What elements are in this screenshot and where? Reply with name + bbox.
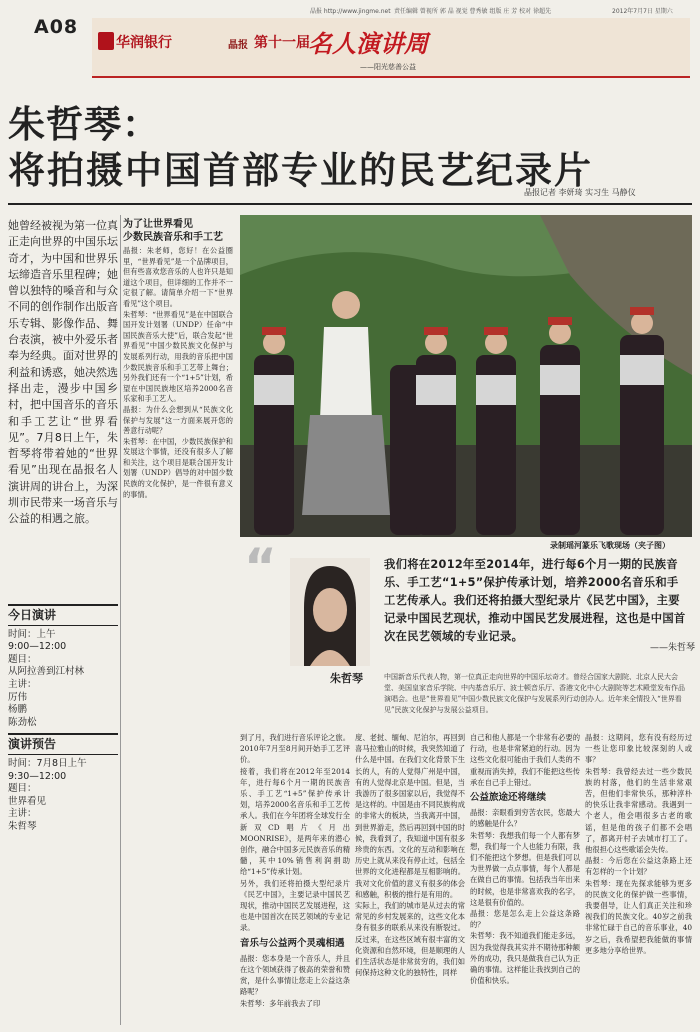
credits: 责任编辑 曾视所 郭 晶 视觉 曹秀敏 组版 庄 芳 校对 徐超先 bbox=[394, 8, 552, 15]
headline-main: 将拍摄中国首部专业的民艺纪录片 bbox=[8, 149, 593, 192]
event-banner bbox=[92, 18, 690, 78]
pull-quote: 我们将在2012年至2014年，进行每6个月一期的民族音乐、手工艺“1+5”保护传承计划，培养2000名音乐和手工艺传承人。我们还将拍摄大型纪录片《民艺中国》，主要记录中国民艺现状，推动中国民艺发展进程，这也是中国首次在民艺领域的专业记录。 bbox=[384, 558, 686, 643]
pull-quote-signature: ——朱哲琴 bbox=[650, 643, 696, 653]
intro-text: 她曾经被视为第一位真正走向世界的中国乐坛奇才，为中国和世界乐坛缔造音乐里程碑；她曾以独特的嗓音和与众不同的创作制作出版音乐专辑、影像作品、舞台表演，被中外爱乐者奉为经典。面对世界的利益和诱惑，她决然选择出走，漫步中国乡村，把中国音乐的音乐和手工艺让“世界看见”。7月8日上午，朱哲琴将带着她的“世界看见”出现在晶报名人演讲周的讲台上，为深圳市民带来一场音乐与公益的相遇之旅。 bbox=[8, 219, 118, 526]
next-line: 题目： bbox=[8, 783, 37, 795]
bank-logo-icon bbox=[98, 32, 114, 50]
today-line: 题目： bbox=[8, 653, 37, 665]
bio-caption: 中国新音乐代表人物，第一位真正走向世界的中国乐坛奇才。曾经合国家大剧院、北京人民大会堂、美国皇家音乐学院、中内基音乐厅、波士顿音乐厅、香港文化中心大剧院等艺术殿堂发布作品演唱会。也是“世界看见”中国少数民族文化保护与发展系列行动创办人。近年来全情投入“世界看见”民族文化保护与发展公益项目。 bbox=[384, 673, 685, 714]
today-line: 厉伟 bbox=[8, 691, 28, 703]
next-line: 9:30—12:00 bbox=[8, 770, 67, 782]
qa-text: 晶报：朱老师，您好！在公益圈里，“世界看见”是一个品牌项目，但有些喜欢您音乐的人也许只是知道这个项目，但详细的工作并不一定很了解。请简单介绍一下“世界看见”这个项目。 朱哲琴：“世界看见”是在中国联合国开发计划署（UNDP）任命“中国民族音乐大使”后，联合发起“世界看见”中国少数民族文化保护与发展系列行动，用我的音乐把中国少数民族音乐和手工艺带上舞台；另外我们还有一个“1+5”计划，希望在中国民族地区培养2000名音乐家和手工艺人。 晶报：为什么会想到从“民族文化保护与发展”这一方面来展开您的善意行动呢？ 朱哲琴：在中国，少数民族保护和发展这个事情，还没有很多人了解和关注，这个项目是联合国开发计划署（UNDP）倡导的对中国少数民族的文化保护，是一件很有意义的事情。 bbox=[123, 246, 233, 499]
today-line: 陈劲松 bbox=[8, 716, 37, 728]
body-column-3 bbox=[470, 732, 580, 1027]
bank-name: 华润银行 bbox=[116, 35, 172, 51]
quote-mark-icon: “ bbox=[244, 538, 277, 596]
column-text: 到了月，我们进行音乐评论之旅。2010年7月至8月间开始手工艺评价。 接着，我们将在2012年至2014年，进行每6个月一期的民族音乐、手工艺“1+5”保护传承计划，培养2000名音乐和手工艺传承人。我们在今年团将全球发行全新双CD唱片《月出MOONRISE》，是两年来的潜心创作，融合中国多元民族音乐的精髓，其中10%销售利润捐助给“1+5”传承计划。 另外，我们还将拍摄大型纪录片《民艺中国》，主要记录中国民艺现状，推动中国民艺发展进程，这也是中国首次在民艺领域的专业记录。 bbox=[240, 733, 350, 933]
headline-rule bbox=[8, 203, 692, 205]
event-logo: 名人演讲周 bbox=[308, 29, 428, 58]
today-line: 从阿拉善到江村林 bbox=[8, 666, 85, 678]
today-line: 杨鹏 bbox=[8, 704, 28, 716]
session-label: 第十一届 bbox=[254, 35, 310, 51]
next-line: 世界看见 bbox=[8, 795, 47, 807]
qa-heading: 为了让世界看见 少数民族音乐和手工艺 bbox=[123, 219, 223, 243]
headline-name: 朱哲琴： bbox=[8, 103, 160, 146]
today-title: 今日演讲 bbox=[8, 604, 118, 626]
today-line: 时间：上午 bbox=[8, 628, 56, 640]
portrait-name: 朱哲琴 bbox=[330, 672, 363, 685]
next-line: 朱哲琴 bbox=[8, 820, 37, 832]
group-photo bbox=[240, 215, 692, 537]
body-column-1 bbox=[240, 732, 350, 1027]
photo-illustration bbox=[240, 215, 692, 537]
column-text: 晶报：您本身是一个音乐人，并且在这个领域获得了极高的荣誉和赞赏，是什么事情让您走上公益这条路呢？ 朱哲琴：多年前我去了印 bbox=[240, 953, 350, 1008]
byline: 晶报记者 李妍琦 实习生 马静仪 bbox=[524, 188, 636, 197]
next-line: 主讲： bbox=[8, 808, 37, 820]
column-subheading: 公益旅途还将继续 bbox=[470, 792, 547, 804]
event-subtitle: ——阳光慈善公益 bbox=[360, 63, 416, 71]
column-text: 度、老挝、缅甸、尼泊尔，再回到喜马拉雅山的时候，我突然知道了什么是中国。在我们文化背景下生长的人，有的人觉得广州是中国，有的人觉得北京是中国。但是，当我游历了很多国家以后，我觉得不是这样的。中国是由不同民族构成的非常大的板块，当我离开中国，到世界游走，然后再回到中国的时候，我看到了，我知道中国有很多珍贵的东西。文化的互动和影响在历史上就从来没有停止过，包括全世界的文化进程都是互相影响的。我对文化价值的意义有很多的体会和感触，积极的推行是有用的。 实际上，我们的城市是从过去的常常见的乡村发展来的，这些文化本身有很多的联系从来没有断裂过。反过来，在这些区域有很丰富的文化资源和自然环境，但是顺理的人们生活状态是非常贫穷的，我们如何保持这种文化的独特性，同样 bbox=[355, 733, 465, 978]
issue-date: 2012年7月7日 星期六 bbox=[612, 8, 673, 15]
photo-caption: 录制瑶河篆乐飞歌现场（夹子图） bbox=[550, 541, 670, 550]
next-line: 时间：7月8日上午 bbox=[8, 757, 87, 769]
paper-name: 晶报 bbox=[228, 40, 248, 51]
next-title: 演讲预告 bbox=[8, 733, 118, 755]
page-number: A08 bbox=[34, 16, 79, 38]
column-text: 晶报：这期间，您有没有经历过一些让您印象比较深刻的人或事？ 朱哲琴：我曾经去过一些少数民族的村落，他们的生活非常艰苦，但他们非常快乐，那种淳朴的快乐让我非常感动。我遇到一个老人，他会唱很多古老的歌谣，但是他的孩子们都不会唱了，都离开村子去城市打工了。他很担心这些歌谣会失传。 晶报：今后您在公益这条路上还有怎样的一个计划？ 朱哲琴：现在先探求能够为更多的民族文化的保护做一些事情，我要倡导，让人们真正关注和珍视我们的民族文化。40岁之前我非常忙碌于自己的音乐事业，40岁之后，我希望把我能做的事情更多地分享给世界。 bbox=[585, 733, 692, 955]
column-divider bbox=[120, 215, 121, 1025]
today-line: 9:00—12:00 bbox=[8, 641, 67, 653]
body-column-4 bbox=[585, 732, 692, 1027]
portrait-photo bbox=[290, 558, 370, 666]
next-schedule bbox=[8, 758, 118, 834]
column-subheading: 音乐与公益两个灵魂相遇 bbox=[240, 937, 345, 949]
today-schedule bbox=[8, 629, 118, 730]
schedule-box bbox=[8, 600, 118, 834]
body-column-2 bbox=[355, 732, 465, 1027]
site-name: 晶报 http://www.jingme.net bbox=[310, 8, 391, 15]
masthead-credits bbox=[0, 0, 700, 16]
today-line: 主讲： bbox=[8, 678, 37, 690]
column-text: 自己和他人都是一个非常有必要的行动，也是非常紧迫的行动。因为这些文化很可能由于我们人类的不重视而消失掉，我们不能把这些传承在自己手上错过。 bbox=[470, 733, 580, 787]
column-text: 晶报：亲眼看到穷苦农民，您最大的感触是什么？ 朱哲琴：我想我们每一个人都有梦想，我们每一个人也能力有限，我们不能把这个梦想。但是我们可以为世界做一点点事情，每个人都是在做自己的事情。包括我当年出来的时候，也是非常喜欢我的名字，这是很有价值的。 晶报：您是怎么走上公益这条路的？ 朱哲琴：我不知道我们能走多远，因为我觉得我其实并不期待那种额外的成功，我只是做我自己认为正确的事情。这样能让我找到自己的价值和快乐。 bbox=[470, 808, 580, 986]
